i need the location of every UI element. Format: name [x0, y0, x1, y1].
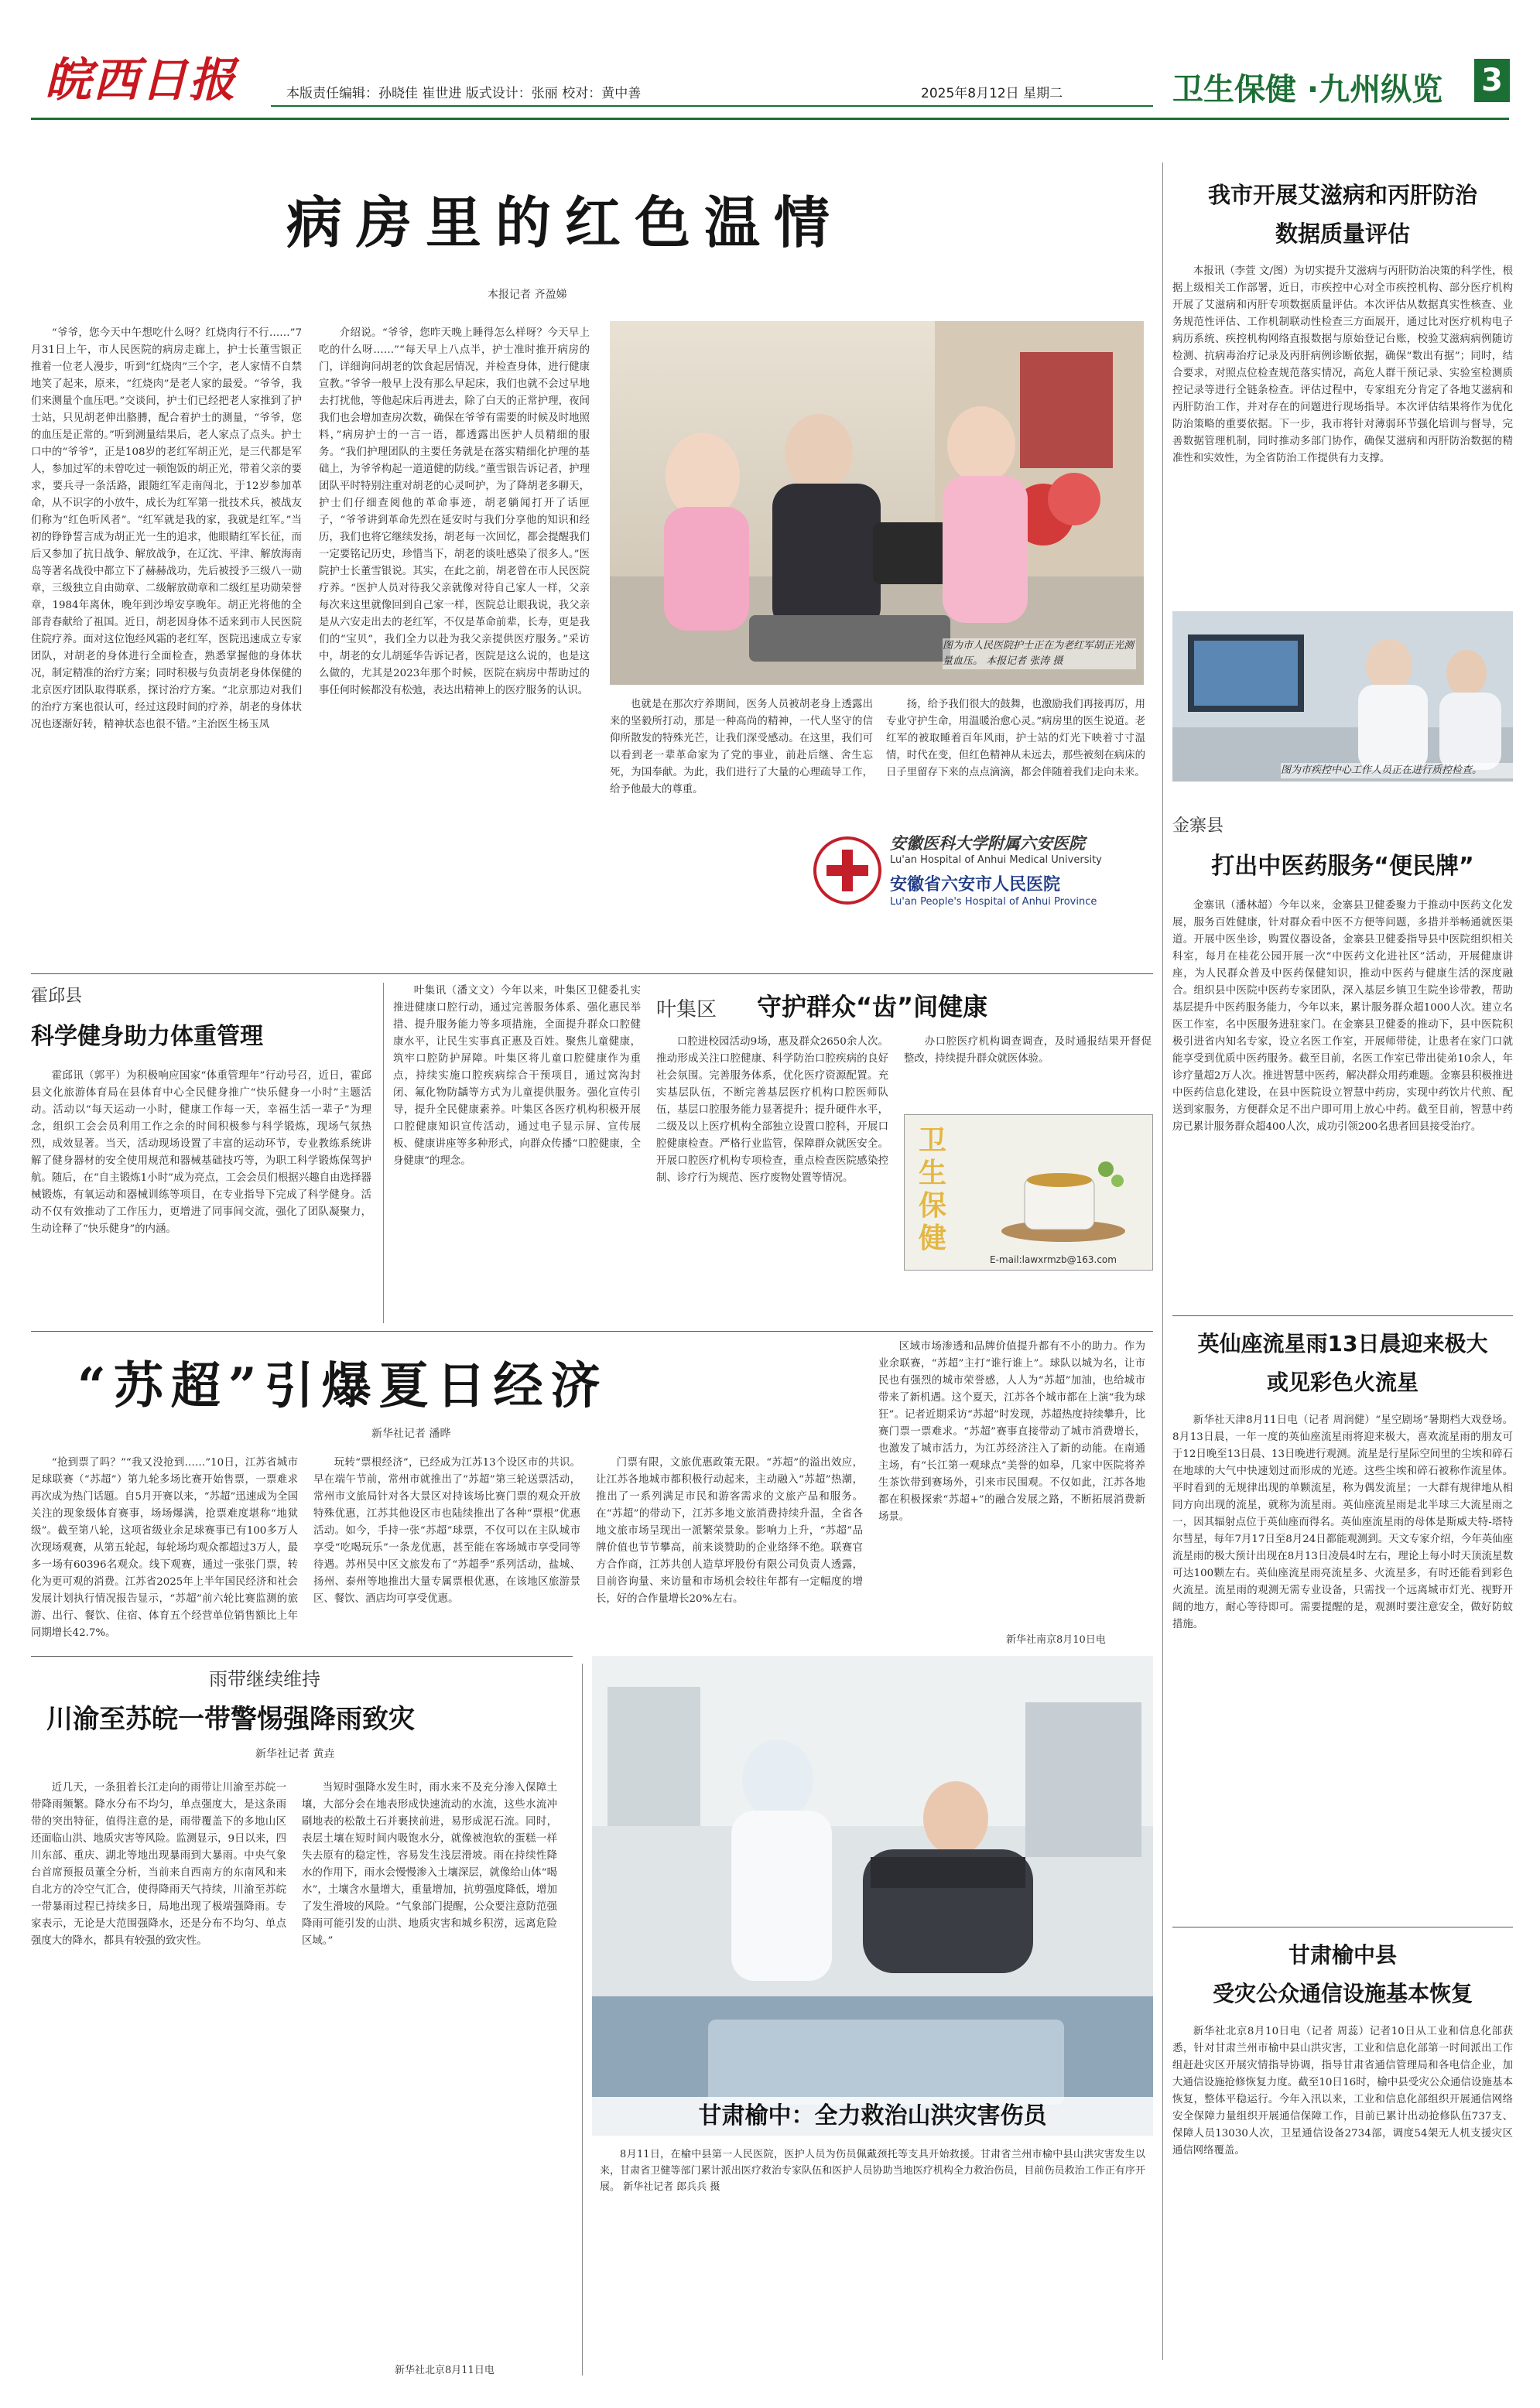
rain-kicker: 雨带继续维持: [209, 1668, 320, 1690]
meteor-title-line1: 英仙座流星雨13日晨迎来极大: [1197, 1331, 1488, 1356]
rain-byline: 新华社记者 黄垚: [255, 1748, 335, 1760]
hospital-name-cn: 安徽医科大学附属六安医院: [890, 833, 1085, 853]
rain-credit: 新华社北京8月11日电: [395, 2365, 495, 2376]
jinzhai-story: [1172, 812, 1513, 1308]
jinzhai-bottom-rule: [1172, 1315, 1513, 1316]
aids-story-photo: [1172, 611, 1513, 782]
suchao-byline: 新华社记者 潘晔: [371, 1428, 451, 1440]
gansu-comm-title: 受灾公众通信设施基本恢复: [1212, 1981, 1473, 2006]
suchao-col4: 区域市场渗透和品牌价值提升都有不小的助力。作为业余联赛，“苏超”主打“谁行谁上”。球队以城为名，让市民也有强烈的城市荣誉感，人人为“苏超”加油，也给城市带来了新机遇。这个夏天，江苏各个城市都在上演“我为球狂”。记者近期采访“苏超”时发现，苏超热度持续攀升，比赛门票一票难求。“苏超”赛事直接带动了城市消费增长，也激发了城市活力，为江苏经济注入了新的动能。在南通主场，有“长江第一观球点”美誉的如皋，几家中医院将养生茶饮带到赛场外，引来市民围观。不仅如此，江苏各地都在积极探索“苏超+”的融合发展之路，不断拓展消费新场景。: [878, 1341, 1145, 1523]
health-column-box: [904, 1114, 1153, 1271]
gansu-photo-story: [592, 1656, 1153, 2376]
main-story-col2: 介绍说。“爷爷，您昨天晚上睡得怎么样呀？今天早上吃的什么呀……”“每天早上八点半，护士准时推开病房的门，详细询问胡老的饮食起居情况，并检查身体，进行健康宣教。”爷爷一般早上没有那么早起床，我们也就不会过早地去打扰他，等他起床后再进去，除了白天的正常护理，夜间我们也会增加查房次数，确保在爷爷有需要的时候及时地照料，”病房护士的一言一语，都透露出医护人员精细的服务。“我们护理团队的主要任务就是在落实精细化护理的基础上，为爷爷构起一道道健的防线。”董雪银告诉记者，护理团队平时特别注重对胡老的心灵呵护，为了降胡老多聊天，护士们仔细查阅他的革命事迹，胡老躺闻打开了话匣子，“爷爷讲到革命先烈在延安时与我们分享他的知识和经历，我们也将它继续发扬，胡老每一次回忆，都会提醒我们一定要铭记历史，珍惜当下，胡老的谈吐感染了很多人。”医院护士长董雪银说。其实，在此之前，胡老曾在市人民医院疗养。“医护人员对待我父亲就像对待自己家人一样，父亲每次来这里就像回到自己家一样，医院总让眼我说，我父亲是从六安走出去的老红军，不仅是革命前辈，长寿，更是我们的“宝贝”，我们全力以赴为我父亲提供医疗服务。”采访中，胡老的女儿胡延华告诉记者，医院是这么说的，也是这么做的，尤其是2023年那个时候，医院在病房中帮助过的事任何时候都没有松弛，表达出精神上的医疗服务的认识。: [319, 327, 590, 696]
hospital-logo-block: [813, 820, 1145, 936]
huoqiu-story: [31, 983, 371, 1323]
issue-date: 2025年8月12日 星期二: [921, 86, 1063, 101]
yeji-kicker: 叶集区: [656, 998, 717, 1021]
suchao-col1: “抢到票了吗？”“我又没抢到……”10日，江苏省城市足球联赛（“苏超”）第九轮多场比赛开始售票，一票难求再次成为热门话题。自5月开赛以来，“苏超”迅速成为全国关注的现象级体育赛事，场场爆满，抢票难度堪称“地狱级”。截至第八轮，这项省级业余足球赛事已有100多万人次现场观赛，从第五轮起，每轮场均观众都超过3万人，最多一场有60396名观众。线下观赛，通过一张张门票，转化为更可观的消费。江苏省2025年上半年国民经济和社会发展计划执行情况报告显示，“苏超”前六轮比赛监测的旅游、出行、餐饮、住宿、体育五个经营单位销售额比上年同期增长42.7%。: [31, 1457, 298, 1639]
yeji-col3: 办口腔医疗机构调查调查，及时通报结果开督促整改，持续提升群众就医体验。: [904, 1036, 1152, 1065]
gansu-photo: [592, 1656, 1153, 2136]
aids-story: [1172, 178, 1513, 797]
jinzhai-title: 打出中医药服务“便民牌”: [1211, 853, 1474, 880]
main-story-photo: [610, 321, 1144, 685]
main-story-col3: 也就是在那次疗养期间，医务人员被胡老身上透露出来的坚毅所打动，那是一种高尚的精神，一代人坚守的信仰所散发的特殊光芒，让我们深受感动。在这里，我们可以看到老一辈革命家为了党的事业，前赴后继、舍生忘死，为国奉献。为此，我们进行了大量的心理疏导工作，给予他最大的尊重。: [610, 699, 873, 795]
masthead-rule-top: [271, 105, 1153, 107]
suchao-col2: 玩转“票根经济”，已经成为江苏13个设区市的共识。早在端午节前，常州市就推出了“苏超”第三轮送票活动，常州市文旅局针对各大景区对持该场比赛门票的观众开放特殊优惠，江苏其他设区市也陆续推出了各种“票根”优惠活动。如今，手持一张“苏超”球票，不仅可以在主队城市享受“吃喝玩乐”一条龙优惠，甚至能在客场城市享受同等待遇。苏州吴中区文旅发布了“苏超季”系列活动，盐城、扬州、泰州等地推出大量专属票根优惠，在该地区旅游景区、餐饮、酒店均可享受优惠。: [313, 1457, 580, 1605]
meteor-body: 新华社天津8月11日电（记者 周润健）“星空剧场”暑期档大戏登场。8月13日晨，一年一度的英仙座流星雨将迎来极大，喜欢流星雨的朋友可于12日晚至13日晨、13日晚进行观测。流星是行星际空间里的尘埃和碎石在地球的大气中快速划过而形成的光迹。这些尘埃和碎石被称作流星体。平时看到的无规律出现的单颗流星，称为偶发流星；一大群有规律地从相同方向出现的流星，就称为流星雨。英仙座流星雨是北半球三大流星雨之一，因其辐射点位于英仙座而得名。英仙座流星雨的母体是斯威夫特-塔特尔彗星，每年7月17日至8月24日都能观测到。天文专家介绍，今年英仙座流星雨的极大预计出现在8月13日凌晨4时左右，理论上每小时天顶流星数可达100颗左右。英仙座流星雨亮流星多、火流星多，有时还能看到彩色火流星。流星雨的观测无需专业设备，只需找一个远离城市灯光、视野开阔的地方，耐心等待即可。需要提醒的是，观测时要注意安全，做好防蚊措施。: [1172, 1414, 1513, 1630]
masthead-rule: [31, 118, 1509, 120]
main-story-title: 病房里的红色温情: [286, 190, 844, 255]
yeji-title: 守护群众“齿”间健康: [757, 992, 988, 1021]
gansu-comm-kicker: 甘肃榆中县: [1288, 1942, 1397, 1968]
medical-rescue-photo-icon: [592, 1656, 1153, 2136]
rain-story: [31, 1664, 573, 2383]
health-column-box-title: 卫生保健: [919, 1124, 947, 1254]
meteor-title-line2: 或见彩色火流星: [1266, 1370, 1419, 1395]
main-story-photo-caption: 图为市人民医院护士正在为老红军胡正光测量血压。 本报记者 张涛 摄: [943, 638, 1136, 669]
herbal-tea-icon: [990, 1146, 1137, 1247]
main-right-divider: [1162, 162, 1163, 2360]
huoqiu-title: 科学健身助力体重管理: [31, 1023, 263, 1050]
main-story-col4: 扬，给予我们很大的鼓舞，也激励我们再接再厉，用专业守护生命，用温暖治愈心灵。”病房里的医生说道。老红军的被取睡着百年风雨，护士站的灯光下映着寸寸温情，时代在变，但红色精神从未远去，那些被刻在病床的日子里留存下来的点点滴滴，都会伴随着我们走向未来。: [886, 699, 1145, 778]
aids-story-title-line2: 数据质量评估: [1275, 221, 1410, 247]
meteor-story: [1172, 1327, 1513, 1915]
yeji-col2: 口腔进校园活动9场，惠及群众2650余人次。推动形成关注口腔健康、科学防治口腔疾病的良好社会氛围。完善服务体系，优化医疗资源配置。充实基层队伍，不断完善基层医疗机构口腔医师队伍，基层口腔服务能力显著提升；提升硬件水平，二级及以上医疗机构全部独立设置口腔科，开展口腔健康检查。严格行业监管，保障群众就医安全。开展口腔医疗机构专项检查，重点检查医院感染控制、诊疗行为规范、医疗废物处置等情况。: [656, 1036, 888, 1184]
hospital-name-cn2: 安徽省六安市人民医院: [890, 875, 1061, 894]
suchao-title: “苏超”引爆夏日经济: [77, 1357, 608, 1415]
jinzhai-body: 金寨讯（潘林超）今年以来，金寨县卫健委聚力于推动中医药文化发展，服务百姓健康，针对群众看中医不方便等问题，多措并举畅通就医渠道。开展中医坐诊，购置仪器设备，金寨县卫健委指导县中医院组织相关科室，每月在桂花公园开展一次“中医药文化进社区”活动，开展健康讲座，为人民群众普及中医药保健知识，推动中医药与健康生活的深度融合。组织县中医院中医药专家团队，深入基层乡镇卫生院坐诊带教，帮助基层提升中医药服务能力，今年以来，累计服务群众超1000人次。建立名医工作室，名中医服务进驻家门。在金寨县卫健委的推动下，县中医院积极引进省内知名专家，设立名医工作室，开展师带徒，让患者在家门口就能享受到优质中医药服务。截至目前，名医工作室已带出徒弟10余人，年诊疗量超2万人次。推进智慧中医药，解决群众用药难题。金寨县积极推进中医药信息化建设，在县中医院设立智慧中药房，实现中药饮片代煎、配送到家服务，方便群众足不出户即可用上放心中药。截至目前，智慧中药房已累计服务群众超400人次，成功引领200名患者回县接受治疗。: [1172, 900, 1513, 1133]
gansu-photo-caption: 8月11日，在榆中县第一人民医院，医护人员为伤员佩戴颈托等支具开始救援。甘肃省兰州市榆中县山洪灾害发生以来，甘肃省卫健等部门累计派出医疗救治专家队伍和医护人员协助当地医疗机构全力救治伤员，目前伤员救治工作正有序开展。 新华社记者 郎兵兵 摄: [600, 2149, 1145, 2193]
huoqiu-divider: [383, 983, 384, 1323]
suchao-credit: 新华社南京8月10日电: [1006, 1634, 1106, 1646]
masthead: [31, 37, 1509, 122]
aids-story-body: 本报讯（李萱 文/图）为切实提升艾滋病与丙肝防治决策的科学性，根据上级相关工作部署，近日，市疾控中心对全市疾控机构、部分医疗机构开展了艾滋病和丙肝专项数据质量评估。本次评估从数据真实性核查、业务规范性评估、工作机制联动性检查三方面展开，通过比对医疗机构电子病历系统、疾控机构网络直报数据与原始登记台账，校验艾滋病病例随访检测、抗病毒治疗记录及丙肝病例诊断依据，确保“数出有据”；同时，结合要求，对照点位检查规范落实情况，高危人群干预记录、实验室检测质控记录等进行全链条检查。评估过程中，专家组充分肯定了各地艾滋病和丙肝防治工作，并对存在的问题进行现场指导。本次评估结果将作为优化防治策略的重要依据。下一步，我市将针对薄弱环节强化培训与督导，完善数据管理机制，同时推动多部门协作，确保艾滋病和丙肝防治数据的精准性和实效性，为全省防治工作提供有力支撑。: [1172, 265, 1513, 464]
aids-story-title-line1: 我市开展艾滋病和丙肝防治: [1207, 182, 1477, 208]
gansu-comm-story: [1172, 1938, 1513, 2379]
section-name: 卫生保健 ·九州纵览: [1172, 72, 1443, 108]
rain-col2: 当短时强降水发生时，雨水来不及充分渗入保障土壤，大部分会在地表形成快速流动的水流，这些水流冲刷地表的松散土石并裹挟前进，易形成泥石流。同时，表层土壤在短时间内吸饱水分，就像被泡软的蛋糕一样失去原有的稳定性，容易发生浅层滑坡。雨在持续性降水的作用下，雨水会慢慢渗入土壤深层，就像给山体“喝水”，土壤含水量增大，重量增加，抗剪强度降低，增加了发生滑坡的风险。“气象部门提醒，公众要注意防范强降雨可能引发的山洪、地质灾害和城乡积涝，远离危险区域。”: [302, 1782, 557, 1947]
huoqiu-kicker: 霍邱县: [31, 987, 83, 1006]
hospital-name-en: Lu'an Hospital of Anhui Medical University: [890, 854, 1102, 866]
aids-story-photo-caption: 图为市疾控中心工作人员正在进行质控检查。: [1281, 763, 1513, 778]
page-number: 3: [1474, 59, 1510, 102]
gansu-photo-title: 甘肃榆中：全力救治山洪灾害伤员: [592, 2097, 1153, 2136]
gansu-comm-body: 新华社北京8月10日电（记者 周蕊）记者10日从工业和信息化部获悉，针对甘肃兰州市榆中县山洪灾害，工业和信息化部第一时间派出工作组赶赴灾区开展灾情指导协调，指导甘肃省通信管理局和各电信企业，加大通信设施抢修恢复力度。截至10日16时，榆中县受灾公众通信设施基本恢复，整体平稳运行。今年入汛以来，工业和信息化部组织开展通信网络安全保障力量组织开展通信保障工作，目前已累计出动抢修队伍737支、保障人员13030人次，卫星通信设备2734部，调度54架无人机支援灾区通信网络覆盖。: [1172, 2026, 1513, 2157]
newspaper-logo: 皖西日报: [45, 53, 237, 108]
rain-title: 川渝至苏皖一带警惕强降雨致灾: [46, 1704, 415, 1735]
suchao-bottom-rule: [31, 1656, 573, 1657]
jinzhai-kicker: 金寨县: [1172, 816, 1224, 836]
main-story-byline: 本报记者 齐盈娣: [488, 289, 567, 301]
rain-col1: 近几天，一条狙着长江走向的雨带让川渝至苏皖一带降雨频繁。降水分布不均匀，单点强度大，是这条雨带的突出特征，值得注意的是，雨带覆盖下的多地山区还面临山洪、地质灾害等风险。监测显示，9日以来，四川东部、重庆、湖北等地出现暴雨到大暴雨。中央气象台首席预报员董全分析，当前来自西南方的东南风和来自北方的冷空气汇合，使得降雨天气持续，川渝至苏皖一带暴雨过程已持续多日，局地出现了极端强降雨。专家表示，无论是大范围强降水，还是分布不均匀、单点强度大的降水，都具有较强的致灾性。: [31, 1782, 286, 1947]
suchao-col3: 门票有限，文旅优惠政策无限。“苏超”的溢出效应，让江苏各地城市都积极行动起来，主动融入“苏超”热潮，推出了一系列满足市民和游客需求的文旅产品和服务。在“苏超”的带动下，江苏多地文旅消费持续升温，全省各地文旅市场呈现出一派繁荣景象。影响力上升，“苏超”品牌价值也节节攀高，前来谈赞助的企业络绎不绝。联赛官方合作商，江苏共创人造草坪股份有限公司负责人透露，目前咨询量、来访量和市场机会较往年都有一定幅度的增长，好的合作量增长20%左右。: [596, 1457, 863, 1605]
mid-bottom-rule: [31, 1331, 1153, 1332]
yeji-story: [393, 983, 1153, 1323]
main-story: [31, 132, 1153, 967]
lab-photo-icon: [1172, 611, 1513, 782]
main-story-bottom-rule: [31, 973, 1153, 974]
hospital-emblem-icon: [813, 836, 882, 905]
suchao-story: [31, 1339, 1153, 1648]
yeji-col1: 叶集讯（潘文文）今年以来，叶集区卫健委扎实推进健康口腔行动，通过完善服务体系、强化惠民举措、提升服务能力等多项措施，全面提升群众口腔健康水平，让民生实事真正惠及百姓。聚焦儿童健康，筑牢口腔防护屏障。叶集区将儿童口腔健康作为重点，持续实施口腔疾病综合干预项目，通过窝沟封闭、氟化物防龋等方式为儿童提供服务。强化宣传引导，提升全民健康素养。叶集区各医疗机构积极开展口腔健康知识宣传活动，通过电子显示屏、宣传展板、健康讲座等多种形式，向群众传播“口腔健康，全身健康”的理念。: [393, 985, 641, 1167]
main-story-col1: “爷爷，您今天中午想吃什么呀？红烧肉行不行……”7月31日上午，市人民医院的病房走廊上，护士长董雪银正推着一位老人漫步，听到“红烧肉”三个字，老人家情不自禁地笑了起来，原来，“红烧肉”是老人家的最爱。“爷爷，我们来测量个血压吧。”交谈间，护士们已经把老人家推到了护士站，只见胡老伸出胳膊，配合着护士的测量，“爷爷，您的血压是正常的。”听到测量结果后，老人家点了点头。护士口中的“爷爷”，正是108岁的老红军胡正光，是三代都是军人，参加过军的未曾吃过一顿饱饭的胡正光，带着父亲的要求，要兵寻一条活路，跟随红军走南闯北，于12岁参加革命，从不识字的小放牛，成长为红军第一批技术兵，被战友们称为“红色听风者”。“红军就是我的家，我就是红军。”当初的铮铮誓言成为胡正光一生的追求，他眼睛红军长征，而后又参加了抗日战争、解放战争，在辽沈、平津、解放海南岛等著名战役中都立下了赫赫战功，先后被授予三级八一勋章，三级独立自由勋章、二级解放勋章和二级红星功勋荣誉章，1984年离休，晚年到沙埠安享晚年。胡正光将他的全部青春献给了祖国。近日，胡老因身体不适来到市人民医院住院疗养。面对这位饱经风霜的老红军，医院迅速成立专家团队，对胡老的身体进行全面检查，熟悉掌握他的身体状况，制定精准的治疗方案；同时积极与负责胡老身体保健的北京医疗团队取得联系，探讨治疗方案。“北京那边对我们的治疗方案也很认可，经过这段时间的疗养，胡老的身体状况也逐渐好转，精神状态也很不错。”主治医生杨玉凤: [31, 327, 302, 730]
health-column-email: E-mail:lawxrmzb@163.com: [990, 1254, 1117, 1265]
rain-divider: [582, 1664, 583, 2376]
nurse-patient-photo-icon: [610, 321, 1144, 685]
hospital-name-en2: Lu'an People's Hospital of Anhui Province: [890, 896, 1097, 908]
huoqiu-body: 霍邱讯（郭平）为积极响应国家“体重管理年”行动号召，近日，霍邱县文化旅游体育局在县体育中心全民健身推广“快乐健身一小时”主题活动。活动以“每天运动一小时，健康工作每一天，幸福生活一辈子”为理念，组织工会会员利用工作之余的时间积极参与科学锻炼，现场气氛热烈，成效显著。当天，活动现场设置了丰富的运动环节，专业教练系统讲解了健身器材的安全使用规范和器械基础技巧等，为职工科学锻炼保驾护航。随后，在“自主锻炼1小时”成为亮点，工会会员们根据兴趣自由选择器械锻炼，有氧运动和器械训练等项目，在专业指导下完成了科学健身。活动不仅有效推动了工作压力，更增进了同事间交流，强化了团队凝聚力，生动诠释了“快乐健身”的内涵。: [31, 1070, 371, 1235]
editors-line: 本版责任编辑：孙晓佳 崔世进 版式设计：张丽 校对：黄中善: [286, 86, 642, 101]
